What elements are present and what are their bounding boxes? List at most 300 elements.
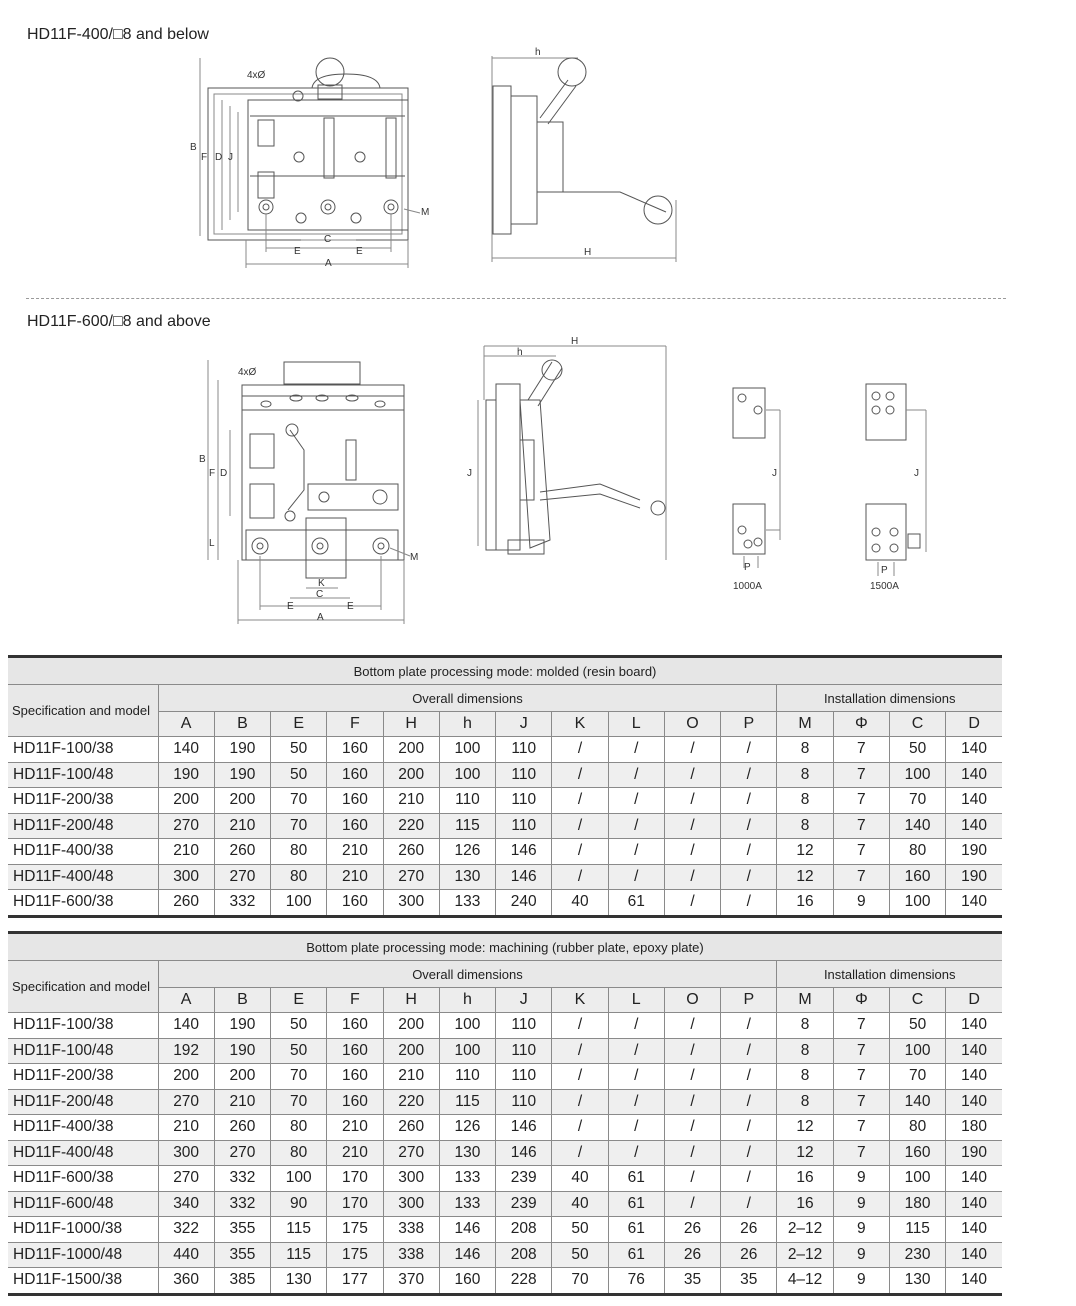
value-cell: 440 <box>158 1242 214 1268</box>
value-cell: 146 <box>496 839 552 865</box>
value-cell: / <box>721 1089 777 1115</box>
dim-label-H-small: H <box>584 247 592 258</box>
value-cell: / <box>608 864 664 890</box>
model-cell: HD11F-200/38 <box>8 1064 158 1090</box>
model-cell: HD11F-1500/38 <box>8 1268 158 1295</box>
value-cell: / <box>721 788 777 814</box>
value-cell: 7 <box>833 1089 889 1115</box>
table-machined-overall-header: Overall dimensions <box>158 961 777 988</box>
model-cell: HD11F-600/38 <box>8 890 158 917</box>
value-cell: / <box>664 1166 720 1192</box>
value-cell: 133 <box>439 1191 495 1217</box>
value-cell: 146 <box>439 1217 495 1243</box>
column-header: O <box>664 712 720 737</box>
column-header: M <box>777 988 833 1013</box>
value-cell: 100 <box>439 737 495 763</box>
value-cell: 200 <box>158 1064 214 1090</box>
value-cell: 130 <box>439 864 495 890</box>
value-cell: 110 <box>496 762 552 788</box>
value-cell: 190 <box>946 1140 1002 1166</box>
value-cell: 160 <box>327 813 383 839</box>
column-header: D <box>946 988 1002 1013</box>
column-header: F <box>327 988 383 1013</box>
value-cell: 100 <box>889 1166 945 1192</box>
value-cell: / <box>721 813 777 839</box>
dim-label-F-large: F <box>209 468 216 479</box>
value-cell: 160 <box>327 890 383 917</box>
value-cell: 115 <box>439 813 495 839</box>
table-row <box>8 1217 1002 1243</box>
column-header: L <box>608 988 664 1013</box>
value-cell: 160 <box>327 788 383 814</box>
table-row <box>8 839 1002 865</box>
table-row <box>8 1140 1002 1166</box>
value-cell: 190 <box>214 1038 270 1064</box>
value-cell: 140 <box>946 1268 1002 1295</box>
value-cell: 80 <box>889 839 945 865</box>
terminal-detail-1500a <box>866 384 926 576</box>
value-cell: 160 <box>889 864 945 890</box>
value-cell: 332 <box>214 890 270 917</box>
value-cell: 240 <box>496 890 552 917</box>
value-cell: 228 <box>496 1268 552 1295</box>
value-cell: 140 <box>946 1217 1002 1243</box>
value-cell: 192 <box>158 1038 214 1064</box>
rating-label-1500a: 1500A <box>870 581 899 592</box>
table-machined <box>8 931 1002 1296</box>
value-cell: / <box>664 839 720 865</box>
value-cell: 175 <box>327 1242 383 1268</box>
value-cell: 270 <box>383 1140 439 1166</box>
table-machined-column-headers <box>8 988 1002 1013</box>
value-cell: 146 <box>496 1140 552 1166</box>
dim-label-E1-large: E <box>287 601 294 612</box>
dim-label-h-small: h <box>535 47 541 58</box>
value-cell: 8 <box>777 813 833 839</box>
column-header: C <box>889 712 945 737</box>
table-row <box>8 1166 1002 1192</box>
dim-label-C-small: C <box>324 234 332 245</box>
value-cell: 115 <box>271 1242 327 1268</box>
value-cell: / <box>721 839 777 865</box>
value-cell: 239 <box>496 1191 552 1217</box>
value-cell: 200 <box>383 1038 439 1064</box>
value-cell: / <box>664 1013 720 1039</box>
table-molded-wrapper <box>8 655 1002 918</box>
value-cell: 12 <box>777 864 833 890</box>
value-cell: 140 <box>946 1089 1002 1115</box>
side-view-large <box>478 346 666 560</box>
value-cell: / <box>721 890 777 917</box>
value-cell: 208 <box>496 1217 552 1243</box>
value-cell: 40 <box>552 890 608 917</box>
value-cell: 210 <box>327 839 383 865</box>
value-cell: 110 <box>496 1013 552 1039</box>
value-cell: 160 <box>327 1038 383 1064</box>
value-cell: / <box>664 788 720 814</box>
value-cell: 270 <box>158 813 214 839</box>
value-cell: 9 <box>833 1242 889 1268</box>
value-cell: 70 <box>271 813 327 839</box>
value-cell: 332 <box>214 1191 270 1217</box>
value-cell: / <box>664 1064 720 1090</box>
table-row <box>8 1013 1002 1039</box>
value-cell: 16 <box>777 890 833 917</box>
value-cell: / <box>721 864 777 890</box>
value-cell: 270 <box>214 864 270 890</box>
value-cell: 140 <box>946 1013 1002 1039</box>
value-cell: 110 <box>496 737 552 763</box>
value-cell: 35 <box>721 1268 777 1295</box>
value-cell: 50 <box>552 1242 608 1268</box>
column-header: D <box>946 712 1002 737</box>
holes-label-large: 4xØ <box>238 367 257 378</box>
value-cell: / <box>664 1140 720 1166</box>
value-cell: 61 <box>608 890 664 917</box>
value-cell: / <box>552 737 608 763</box>
value-cell: / <box>721 1115 777 1141</box>
column-header: C <box>889 988 945 1013</box>
table-machined-install-header: Installation dimensions <box>777 961 1002 988</box>
value-cell: 140 <box>946 1064 1002 1090</box>
value-cell: 7 <box>833 762 889 788</box>
value-cell: 140 <box>889 1089 945 1115</box>
value-cell: 210 <box>158 1115 214 1141</box>
value-cell: / <box>552 839 608 865</box>
value-cell: 40 <box>552 1166 608 1192</box>
model-cell: HD11F-400/48 <box>8 864 158 890</box>
dim-label-E2-large: E <box>347 601 354 612</box>
value-cell: 200 <box>383 1013 439 1039</box>
model-cell: HD11F-200/38 <box>8 788 158 814</box>
value-cell: 40 <box>552 1191 608 1217</box>
value-cell: 200 <box>383 737 439 763</box>
value-cell: 300 <box>383 1166 439 1192</box>
table-row <box>8 1064 1002 1090</box>
table-row <box>8 1115 1002 1141</box>
value-cell: / <box>664 890 720 917</box>
rating-label-1000a: 1000A <box>733 581 762 592</box>
table-row <box>8 864 1002 890</box>
value-cell: 385 <box>214 1268 270 1295</box>
table-machined-mode: Bottom plate processing mode: machining (rubber plate, epoxy plate) <box>8 933 1002 961</box>
value-cell: 210 <box>327 1115 383 1141</box>
value-cell: / <box>721 1038 777 1064</box>
dim-label-E1-small: E <box>294 246 301 257</box>
front-view-small <box>200 58 420 268</box>
value-cell: 61 <box>608 1166 664 1192</box>
value-cell: 210 <box>327 864 383 890</box>
value-cell: / <box>552 762 608 788</box>
dim-label-J-1500a: J <box>914 468 919 479</box>
table-molded-mode: Bottom plate processing mode: molded (resin board) <box>8 657 1002 685</box>
value-cell: 115 <box>889 1217 945 1243</box>
table-molded-install-header: Installation dimensions <box>777 685 1002 712</box>
value-cell: 160 <box>439 1268 495 1295</box>
value-cell: 260 <box>158 890 214 917</box>
model-cell: HD11F-100/38 <box>8 1013 158 1039</box>
value-cell: 70 <box>271 1064 327 1090</box>
column-header: P <box>721 988 777 1013</box>
table-molded <box>8 655 1002 918</box>
value-cell: 26 <box>721 1242 777 1268</box>
value-cell: 61 <box>608 1191 664 1217</box>
dim-label-P-1500a: P <box>881 565 888 576</box>
table-row <box>8 788 1002 814</box>
value-cell: 210 <box>158 839 214 865</box>
value-cell: 16 <box>777 1191 833 1217</box>
value-cell: / <box>608 1064 664 1090</box>
value-cell: 133 <box>439 1166 495 1192</box>
column-header: A <box>158 712 214 737</box>
dim-label-B-small: B <box>190 142 197 153</box>
value-cell: 100 <box>439 1013 495 1039</box>
value-cell: 338 <box>383 1217 439 1243</box>
value-cell: / <box>664 762 720 788</box>
value-cell: 210 <box>383 788 439 814</box>
value-cell: 7 <box>833 1038 889 1064</box>
value-cell: 9 <box>833 1191 889 1217</box>
value-cell: 80 <box>271 864 327 890</box>
value-cell: 370 <box>383 1268 439 1295</box>
value-cell: 61 <box>608 1217 664 1243</box>
value-cell: 200 <box>214 1064 270 1090</box>
value-cell: 140 <box>946 1191 1002 1217</box>
value-cell: 360 <box>158 1268 214 1295</box>
dim-label-J-small: J <box>228 152 233 163</box>
value-cell: 260 <box>214 839 270 865</box>
value-cell: 190 <box>946 839 1002 865</box>
model-cell: HD11F-200/48 <box>8 813 158 839</box>
value-cell: 100 <box>889 890 945 917</box>
column-header: K <box>552 712 608 737</box>
value-cell: / <box>721 1140 777 1166</box>
table-row <box>8 1242 1002 1268</box>
column-header: F <box>327 712 383 737</box>
value-cell: 100 <box>889 1038 945 1064</box>
dim-label-M-large: M <box>410 552 419 563</box>
value-cell: 220 <box>383 813 439 839</box>
value-cell: / <box>552 1089 608 1115</box>
value-cell: 7 <box>833 1140 889 1166</box>
value-cell: / <box>664 737 720 763</box>
value-cell: 110 <box>439 788 495 814</box>
value-cell: 8 <box>777 1038 833 1064</box>
column-header: J <box>496 712 552 737</box>
value-cell: 8 <box>777 1089 833 1115</box>
value-cell: 12 <box>777 1140 833 1166</box>
value-cell: 50 <box>271 737 327 763</box>
value-cell: / <box>721 1166 777 1192</box>
table-row <box>8 1038 1002 1064</box>
value-cell: 322 <box>158 1217 214 1243</box>
value-cell: 50 <box>889 737 945 763</box>
value-cell: 7 <box>833 813 889 839</box>
table-machined-spec-header: Specification and model <box>8 961 158 1013</box>
dim-label-E2-small: E <box>356 246 363 257</box>
value-cell: / <box>721 1191 777 1217</box>
value-cell: 170 <box>327 1191 383 1217</box>
value-cell: 140 <box>946 737 1002 763</box>
value-cell: 80 <box>271 1140 327 1166</box>
dim-label-A-large: A <box>317 612 324 623</box>
column-header: E <box>271 988 327 1013</box>
value-cell: / <box>552 788 608 814</box>
dim-label-M-small: M <box>421 207 430 218</box>
dim-label-P-1000a: P <box>744 562 751 573</box>
value-cell: 90 <box>271 1191 327 1217</box>
column-header: K <box>552 988 608 1013</box>
value-cell: 160 <box>327 1064 383 1090</box>
column-header: Φ <box>833 712 889 737</box>
model-cell: HD11F-200/48 <box>8 1089 158 1115</box>
column-header: P <box>721 712 777 737</box>
dim-label-B-large: B <box>199 454 206 465</box>
value-cell: 9 <box>833 1268 889 1295</box>
value-cell: 76 <box>608 1268 664 1295</box>
value-cell: 270 <box>158 1089 214 1115</box>
column-header: J <box>496 988 552 1013</box>
value-cell: 190 <box>214 762 270 788</box>
column-header: Φ <box>833 988 889 1013</box>
value-cell: / <box>552 1064 608 1090</box>
value-cell: 140 <box>946 1038 1002 1064</box>
value-cell: / <box>664 864 720 890</box>
value-cell: 100 <box>889 762 945 788</box>
value-cell: 270 <box>383 864 439 890</box>
value-cell: / <box>664 1191 720 1217</box>
value-cell: 8 <box>777 1064 833 1090</box>
value-cell: 70 <box>271 1089 327 1115</box>
value-cell: 160 <box>327 1089 383 1115</box>
front-view-large <box>208 360 410 624</box>
column-header: H <box>383 712 439 737</box>
table-molded-spec-header: Specification and model <box>8 685 158 737</box>
value-cell: 115 <box>271 1217 327 1243</box>
value-cell: 200 <box>383 762 439 788</box>
value-cell: 300 <box>158 864 214 890</box>
value-cell: 146 <box>496 1115 552 1141</box>
dim-label-D-large: D <box>220 468 228 479</box>
column-header: H <box>383 988 439 1013</box>
value-cell: 177 <box>327 1268 383 1295</box>
value-cell: 110 <box>496 788 552 814</box>
table-molded-column-headers <box>8 712 1002 737</box>
value-cell: 9 <box>833 1217 889 1243</box>
table-row <box>8 1191 1002 1217</box>
value-cell: 220 <box>383 1089 439 1115</box>
model-cell: HD11F-100/48 <box>8 1038 158 1064</box>
value-cell: 160 <box>889 1140 945 1166</box>
value-cell: 140 <box>946 813 1002 839</box>
value-cell: / <box>608 813 664 839</box>
value-cell: / <box>721 762 777 788</box>
value-cell: 140 <box>946 1166 1002 1192</box>
value-cell: 50 <box>889 1013 945 1039</box>
value-cell: 110 <box>496 1038 552 1064</box>
value-cell: 8 <box>777 737 833 763</box>
value-cell: 160 <box>327 1013 383 1039</box>
value-cell: 100 <box>271 890 327 917</box>
model-cell: HD11F-600/38 <box>8 1166 158 1192</box>
value-cell: 130 <box>439 1140 495 1166</box>
value-cell: 160 <box>327 737 383 763</box>
value-cell: / <box>608 1115 664 1141</box>
value-cell: 190 <box>214 1013 270 1039</box>
value-cell: / <box>664 813 720 839</box>
column-header: B <box>214 988 270 1013</box>
table-row <box>8 1089 1002 1115</box>
value-cell: 340 <box>158 1191 214 1217</box>
value-cell: 140 <box>158 737 214 763</box>
value-cell: 80 <box>889 1115 945 1141</box>
value-cell: / <box>552 864 608 890</box>
value-cell: 8 <box>777 762 833 788</box>
dim-label-F-small: F <box>201 152 208 163</box>
value-cell: / <box>608 788 664 814</box>
model-cell: HD11F-1000/38 <box>8 1217 158 1243</box>
value-cell: 180 <box>889 1191 945 1217</box>
value-cell: 146 <box>496 864 552 890</box>
value-cell: / <box>608 1013 664 1039</box>
value-cell: 7 <box>833 737 889 763</box>
value-cell: 270 <box>214 1140 270 1166</box>
value-cell: 61 <box>608 1242 664 1268</box>
dim-label-C-large: C <box>316 589 324 600</box>
value-cell: 126 <box>439 1115 495 1141</box>
value-cell: 133 <box>439 890 495 917</box>
value-cell: / <box>552 1013 608 1039</box>
value-cell: 70 <box>552 1268 608 1295</box>
value-cell: / <box>552 813 608 839</box>
value-cell: 270 <box>158 1166 214 1192</box>
value-cell: 210 <box>383 1064 439 1090</box>
value-cell: 70 <box>889 788 945 814</box>
value-cell: 35 <box>664 1268 720 1295</box>
value-cell: 140 <box>889 813 945 839</box>
value-cell: 50 <box>271 1038 327 1064</box>
value-cell: 175 <box>327 1217 383 1243</box>
table-row <box>8 890 1002 917</box>
value-cell: 170 <box>327 1166 383 1192</box>
value-cell: 332 <box>214 1166 270 1192</box>
value-cell: 300 <box>383 890 439 917</box>
value-cell: 7 <box>833 1013 889 1039</box>
dim-label-L-large: L <box>209 538 215 549</box>
dim-label-A-small: A <box>325 258 332 269</box>
value-cell: 4–12 <box>777 1268 833 1295</box>
value-cell: 115 <box>439 1089 495 1115</box>
value-cell: 300 <box>158 1140 214 1166</box>
value-cell: / <box>552 1140 608 1166</box>
value-cell: 100 <box>271 1166 327 1192</box>
table-row <box>8 1268 1002 1295</box>
value-cell: 200 <box>158 788 214 814</box>
value-cell: / <box>608 1140 664 1166</box>
holes-label-small: 4xØ <box>247 70 266 81</box>
value-cell: / <box>608 737 664 763</box>
value-cell: / <box>664 1115 720 1141</box>
model-cell: HD11F-100/38 <box>8 737 158 763</box>
model-cell: HD11F-400/38 <box>8 1115 158 1141</box>
value-cell: 8 <box>777 788 833 814</box>
value-cell: / <box>608 839 664 865</box>
value-cell: 260 <box>383 1115 439 1141</box>
column-header: A <box>158 988 214 1013</box>
value-cell: 140 <box>946 890 1002 917</box>
value-cell: 2–12 <box>777 1217 833 1243</box>
value-cell: 100 <box>439 762 495 788</box>
